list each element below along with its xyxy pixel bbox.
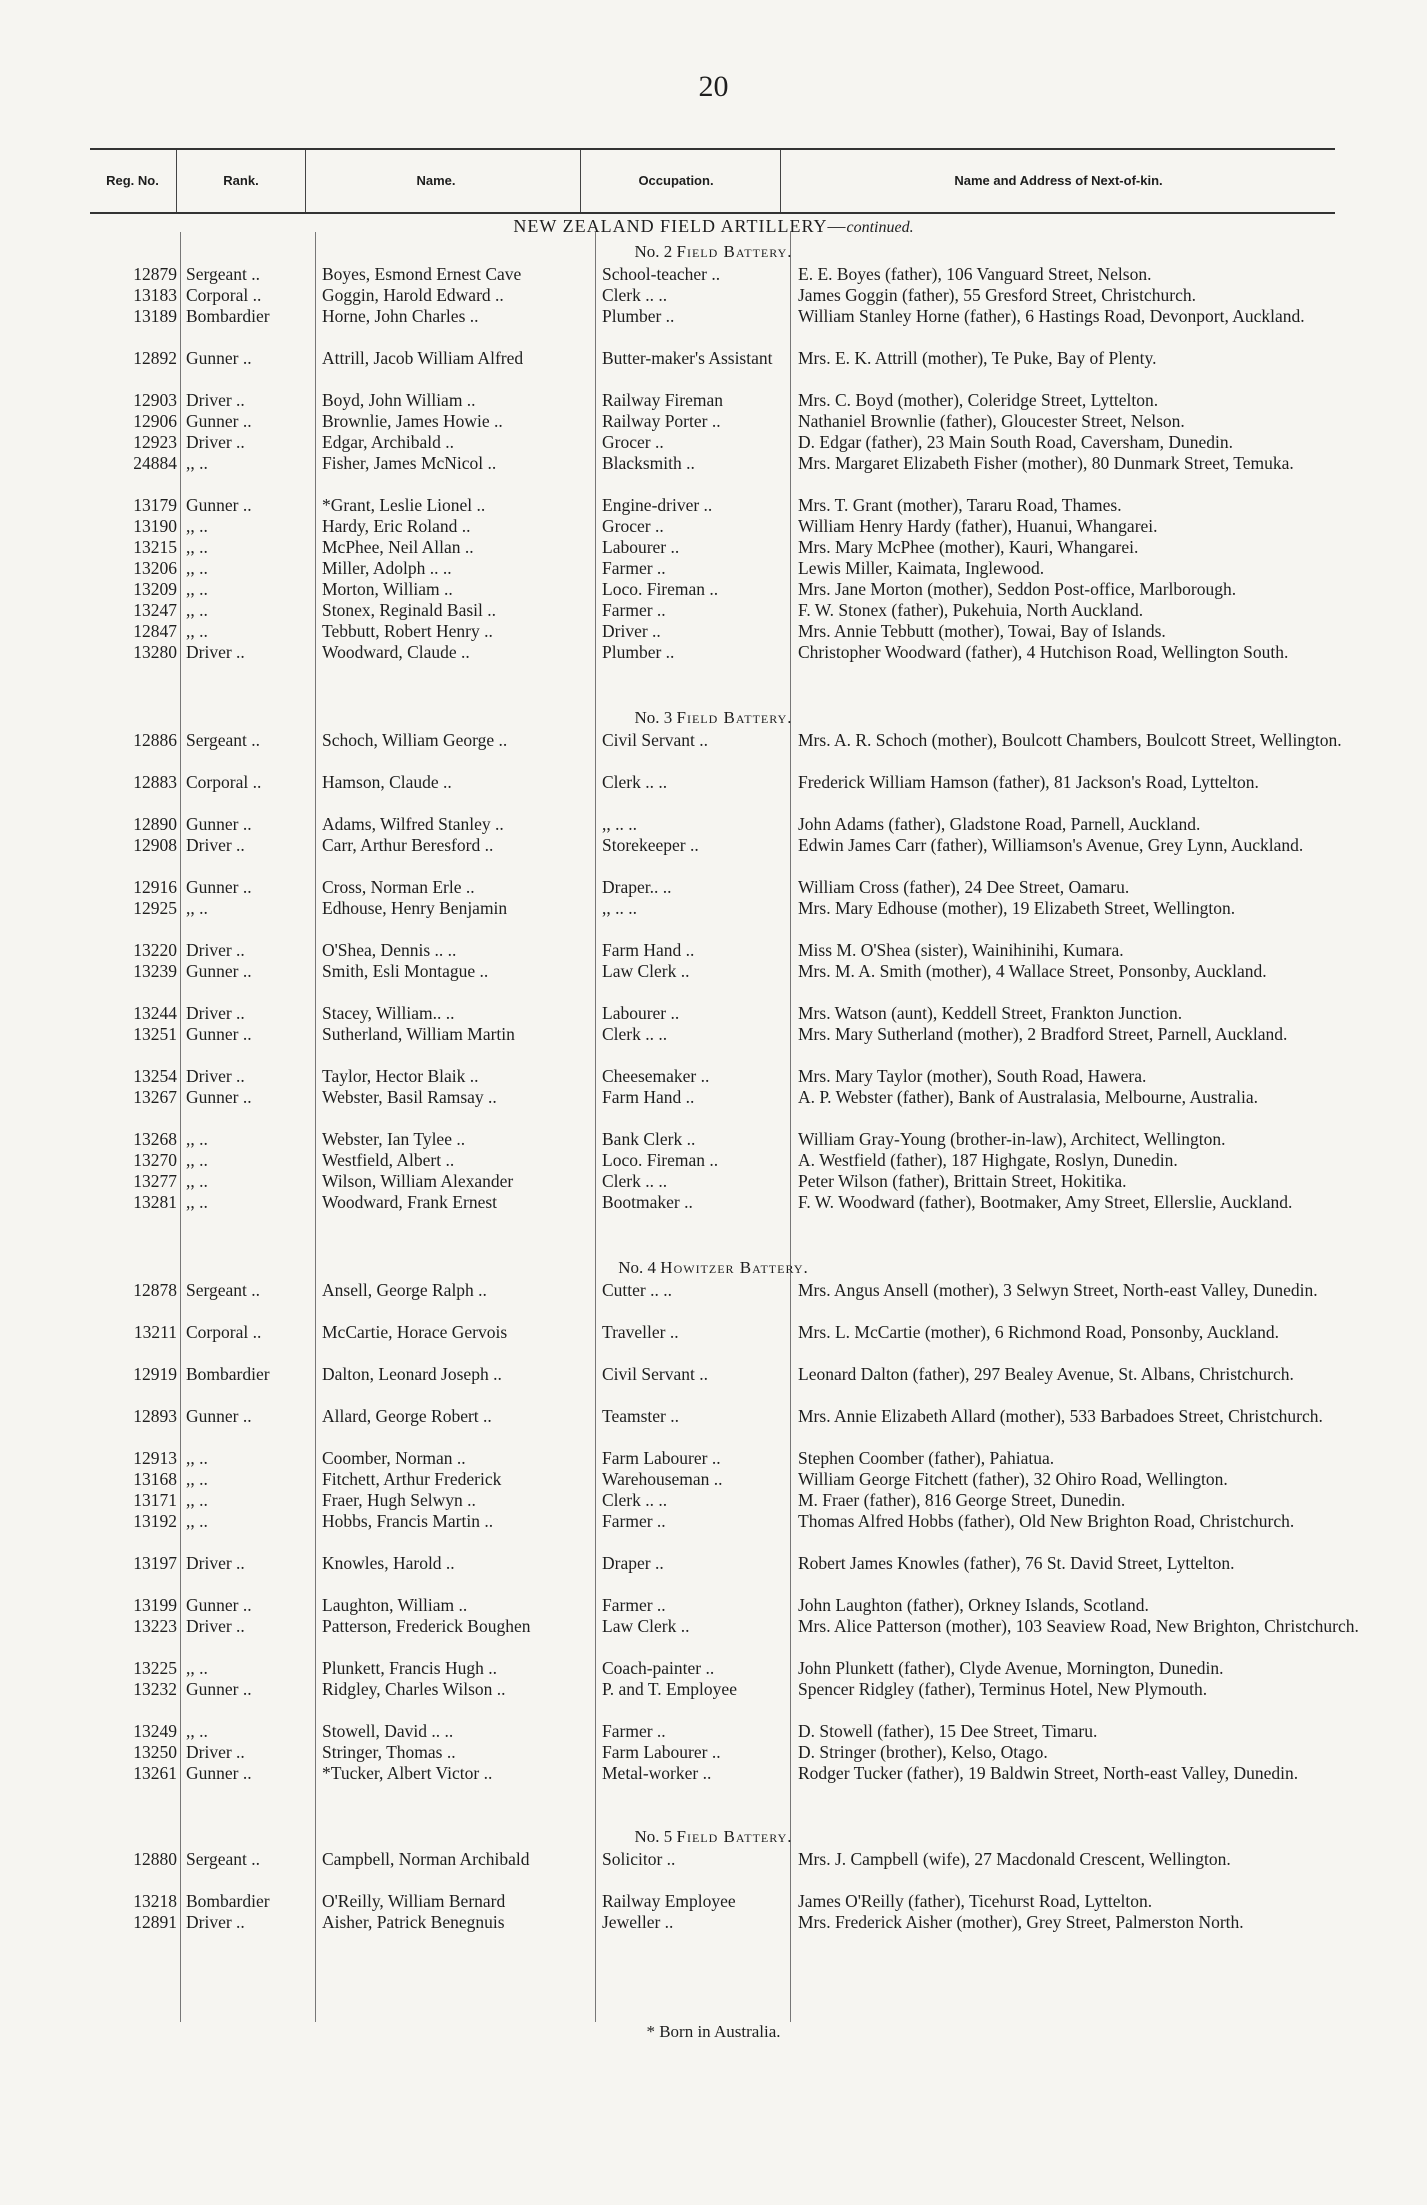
rank-cell: Corporal .. [186, 772, 262, 792]
next-of-kin-cell: Mrs. Mary McPhee (mother), Kauri, Whangarei. [798, 537, 1139, 557]
rank-cell: Driver .. [186, 1742, 245, 1762]
occupation-cell: Bank Clerk .. [602, 1129, 696, 1149]
name-cell: Goggin, Harold Edward .. [322, 285, 504, 305]
next-of-kin-cell: William George Fitchett (father), 32 Ohiro Road, Wellington. [798, 1469, 1228, 1489]
next-of-kin-cell: Mrs. M. A. Smith (mother), 4 Wallace Street, Ponsonby, Auckland. [798, 961, 1267, 981]
section-title-text: NEW ZEALAND FIELD ARTILLERY— [513, 216, 847, 236]
name-cell: Patterson, Frederick Boughen [322, 1616, 531, 1636]
name-cell: Campbell, Norman Archibald [322, 1849, 530, 1869]
next-of-kin-cell: Mrs. Annie Tebbutt (mother), Towai, Bay of Islands. [798, 621, 1166, 641]
reg-no-cell: 13251 [133, 1024, 177, 1044]
rank-cell: Bombardier [186, 1364, 270, 1384]
occupation-cell: Labourer .. [602, 1003, 680, 1023]
next-of-kin-cell: Mrs. E. K. Attrill (mother), Te Puke, Bay of Plenty. [798, 348, 1157, 368]
occupation-cell: Farm Labourer .. [602, 1448, 721, 1468]
next-of-kin-cell: William Cross (father), 24 Dee Street, Oamaru. [798, 877, 1130, 897]
battery-name: Howitzer Battery. [660, 1258, 809, 1277]
next-of-kin-cell: F. W. Woodward (father), Bootmaker, Amy Street, Ellerslie, Auckland. [798, 1192, 1293, 1212]
name-cell: McCartie, Horace Gervois [322, 1322, 508, 1342]
next-of-kin-cell: John Adams (father), Gladstone Road, Parnell, Auckland. [798, 814, 1201, 834]
next-of-kin-cell: Robert James Knowles (father), 76 St. David Street, Lyttelton. [798, 1553, 1235, 1573]
column-divider [180, 232, 181, 2022]
rank-cell: Gunner .. [186, 348, 252, 368]
rank-cell: Sergeant .. [186, 1280, 261, 1300]
occupation-cell: Plumber .. [602, 642, 675, 662]
occupation-cell: Plumber .. [602, 306, 675, 326]
next-of-kin-cell: Mrs. Mary Sutherland (mother), 2 Bradford Street, Parnell, Auckland. [798, 1024, 1288, 1044]
rank-cell: ,, .. [186, 1448, 208, 1468]
reg-no-cell: 13206 [133, 558, 177, 578]
occupation-cell: Farmer .. [602, 1721, 666, 1741]
header-rank: Rank. [176, 150, 305, 212]
rank-cell: Driver .. [186, 642, 245, 662]
name-cell: Schoch, William George .. [322, 730, 508, 750]
name-cell: McPhee, Neil Allan .. [322, 537, 474, 557]
reg-no-cell: 24884 [133, 453, 177, 473]
name-cell: Stringer, Thomas .. [322, 1742, 456, 1762]
next-of-kin-cell: Mrs. J. Campbell (wife), 27 Macdonald Crescent, Wellington. [798, 1849, 1231, 1869]
battery-heading [0, 708, 1427, 728]
occupation-cell: Clerk .. .. [602, 1024, 668, 1044]
name-cell: Coomber, Norman .. [322, 1448, 466, 1468]
occupation-cell: Grocer .. [602, 516, 664, 536]
name-cell: Webster, Basil Ramsay .. [322, 1087, 497, 1107]
next-of-kin-cell: Lewis Miller, Kaimata, Inglewood. [798, 558, 1045, 578]
rank-cell: ,, .. [186, 453, 208, 473]
reg-no-cell: 12878 [133, 1280, 177, 1300]
name-cell: *Grant, Leslie Lionel .. [322, 495, 486, 515]
rank-cell: ,, .. [186, 621, 208, 641]
occupation-cell: Metal-worker .. [602, 1763, 712, 1783]
battery-name: Field Battery. [676, 1827, 793, 1846]
next-of-kin-cell: James O'Reilly (father), Ticehurst Road, Lyttelton. [798, 1891, 1153, 1911]
occupation-cell: Driver .. [602, 621, 661, 641]
occupation-cell: Draper.. .. [602, 877, 672, 897]
next-of-kin-cell: Rodger Tucker (father), 19 Baldwin Street, North-east Valley, Dunedin. [798, 1763, 1299, 1783]
occupation-cell: Farm Labourer .. [602, 1742, 721, 1762]
section-title-suffix: continued. [846, 219, 914, 236]
header-name: Name. [305, 150, 566, 212]
occupation-cell: Clerk .. .. [602, 772, 668, 792]
rank-cell: ,, .. [186, 898, 208, 918]
rank-cell: Sergeant .. [186, 1849, 261, 1869]
next-of-kin-cell: John Laughton (father), Orkney Islands, Scotland. [798, 1595, 1149, 1615]
rank-cell: Driver .. [186, 1003, 245, 1023]
next-of-kin-cell: Mrs. Frederick Aisher (mother), Grey Street, Palmerston North. [798, 1912, 1244, 1932]
rank-cell: ,, .. [186, 1171, 208, 1191]
occupation-cell: P. and T. Employee [602, 1679, 737, 1699]
occupation-cell: Clerk .. .. [602, 1490, 668, 1510]
battery-number: No. 2 [634, 242, 677, 261]
reg-no-cell: 13280 [133, 642, 177, 662]
reg-no-cell: 12886 [133, 730, 177, 750]
occupation-cell: Blacksmith .. [602, 453, 695, 473]
next-of-kin-cell: Mrs. Mary Edhouse (mother), 19 Elizabeth Street, Wellington. [798, 898, 1236, 918]
rank-cell: ,, .. [186, 579, 208, 599]
battery-heading [0, 242, 1427, 262]
next-of-kin-cell: Mrs. L. McCartie (mother), 6 Richmond Road, Ponsonby, Auckland. [798, 1322, 1280, 1342]
next-of-kin-cell: Edwin James Carr (father), Williamson's Avenue, Grey Lynn, Auckland. [798, 835, 1304, 855]
occupation-cell: Solicitor .. [602, 1849, 676, 1869]
reg-no-cell: 13247 [133, 600, 177, 620]
next-of-kin-cell: Mrs. C. Boyd (mother), Coleridge Street, Lyttelton. [798, 390, 1159, 410]
rank-cell: ,, .. [186, 1192, 208, 1212]
occupation-cell: Cheesemaker .. [602, 1066, 710, 1086]
name-cell: Wilson, William Alexander [322, 1171, 514, 1191]
name-cell: Edgar, Archibald .. [322, 432, 454, 452]
reg-no-cell: 12908 [133, 835, 177, 855]
next-of-kin-cell: Mrs. Jane Morton (mother), Seddon Post-office, Marlborough. [798, 579, 1237, 599]
reg-no-cell: 13211 [133, 1322, 177, 1342]
next-of-kin-cell: William Stanley Horne (father), 6 Hastings Road, Devonport, Auckland. [798, 306, 1305, 326]
rank-cell: Driver .. [186, 1553, 245, 1573]
name-cell: Stonex, Reginald Basil .. [322, 600, 497, 620]
reg-no-cell: 13171 [133, 1490, 177, 1510]
rank-cell: Driver .. [186, 1616, 245, 1636]
reg-no-cell: 12883 [133, 772, 177, 792]
occupation-cell: Clerk .. .. [602, 1171, 668, 1191]
name-cell: Stowell, David .. .. [322, 1721, 454, 1741]
name-cell: Woodward, Claude .. [322, 642, 470, 662]
name-cell: Taylor, Hector Blaik .. [322, 1066, 479, 1086]
name-cell: Westfield, Albert .. [322, 1150, 455, 1170]
next-of-kin-cell: Mrs. A. R. Schoch (mother), Boulcott Chambers, Boulcott Street, Wellington. [798, 730, 1342, 750]
table-header [90, 148, 1335, 214]
occupation-cell: Engine-driver .. [602, 495, 713, 515]
rank-cell: Gunner .. [186, 877, 252, 897]
next-of-kin-cell: Thomas Alfred Hobbs (father), Old New Brighton Road, Christchurch. [798, 1511, 1295, 1531]
reg-no-cell: 13189 [133, 306, 177, 326]
reg-no-cell: 12891 [133, 1912, 177, 1932]
name-cell: Laughton, William .. [322, 1595, 468, 1615]
rank-cell: Gunner .. [186, 411, 252, 431]
rank-cell: Gunner .. [186, 495, 252, 515]
battery-name: Field Battery. [676, 708, 793, 727]
next-of-kin-cell: D. Edgar (father), 23 Main South Road, Caversham, Dunedin. [798, 432, 1233, 452]
reg-no-cell: 13215 [133, 537, 177, 557]
occupation-cell: Clerk .. .. [602, 285, 668, 305]
rank-cell: ,, .. [186, 1150, 208, 1170]
reg-no-cell: 13254 [133, 1066, 177, 1086]
reg-no-cell: 12916 [133, 877, 177, 897]
reg-no-cell: 13249 [133, 1721, 177, 1741]
battery-number: No. 4 [618, 1258, 661, 1277]
name-cell: Attrill, Jacob William Alfred [322, 348, 524, 368]
reg-no-cell: 13190 [133, 516, 177, 536]
occupation-cell: Law Clerk .. [602, 961, 690, 981]
next-of-kin-cell: A. P. Webster (father), Bank of Australasia, Melbourne, Australia. [798, 1087, 1258, 1107]
next-of-kin-cell: James Goggin (father), 55 Gresford Street, Christchurch. [798, 285, 1197, 305]
next-of-kin-cell: F. W. Stonex (father), Pukehuia, North Auckland. [798, 600, 1144, 620]
rank-cell: Driver .. [186, 1912, 245, 1932]
rank-cell: Driver .. [186, 940, 245, 960]
occupation-cell: Farm Hand .. [602, 1087, 695, 1107]
reg-no-cell: 12880 [133, 1849, 177, 1869]
occupation-cell: Railway Employee [602, 1891, 736, 1911]
occupation-cell: Butter-maker's Assistant [602, 348, 773, 368]
name-cell: Ansell, George Ralph .. [322, 1280, 487, 1300]
rank-cell: ,, .. [186, 1490, 208, 1510]
rank-cell: Gunner .. [186, 1595, 252, 1615]
reg-no-cell: 13199 [133, 1595, 177, 1615]
reg-no-cell: 13277 [133, 1171, 177, 1191]
occupation-cell: Farmer .. [602, 1595, 666, 1615]
section-title [0, 216, 1427, 237]
occupation-cell: Farmer .. [602, 600, 666, 620]
header-reg-no: Reg. No. [106, 173, 159, 188]
reg-no-cell: 13168 [133, 1469, 177, 1489]
name-cell: Brownlie, James Howie .. [322, 411, 503, 431]
next-of-kin-cell: Stephen Coomber (father), Pahiatua. [798, 1448, 1055, 1468]
next-of-kin-cell: A. Westfield (father), 187 Highgate, Roslyn, Dunedin. [798, 1150, 1178, 1170]
reg-no-cell: 12925 [133, 898, 177, 918]
reg-no-cell: 13244 [133, 1003, 177, 1023]
battery-name: Field Battery. [676, 242, 793, 261]
rank-cell: ,, .. [186, 600, 208, 620]
next-of-kin-cell: William Henry Hardy (father), Huanui, Whangarei. [798, 516, 1158, 536]
occupation-cell: ,, .. .. [602, 814, 637, 834]
next-of-kin-cell: Nathaniel Brownlie (father), Gloucester Street, Nelson. [798, 411, 1185, 431]
reg-no-cell: 13268 [133, 1129, 177, 1149]
rank-cell: Gunner .. [186, 1024, 252, 1044]
occupation-cell: Bootmaker .. [602, 1192, 693, 1212]
footnote: * Born in Australia. [646, 2022, 781, 2041]
rank-cell: ,, .. [186, 1658, 208, 1678]
occupation-cell: Storekeeper .. [602, 835, 699, 855]
name-cell: O'Reilly, William Bernard [322, 1891, 506, 1911]
name-cell: Knowles, Harold .. [322, 1553, 455, 1573]
rank-cell: Bombardier [186, 306, 270, 326]
occupation-cell: Draper .. [602, 1553, 664, 1573]
occupation-cell: Civil Servant .. [602, 730, 708, 750]
occupation-cell: School-teacher .. [602, 264, 721, 284]
reg-no-cell: 13179 [133, 495, 177, 515]
reg-no-cell: 13220 [133, 940, 177, 960]
name-cell: Edhouse, Henry Benjamin [322, 898, 508, 918]
reg-no-cell: 13223 [133, 1616, 177, 1636]
rank-cell: Gunner .. [186, 1087, 252, 1107]
rank-cell: ,, .. [186, 1721, 208, 1741]
name-cell: Morton, William .. [322, 579, 453, 599]
rank-cell: Sergeant .. [186, 264, 261, 284]
occupation-cell: Teamster .. [602, 1406, 680, 1426]
rank-cell: Corporal .. [186, 1322, 262, 1342]
reg-no-cell: 13281 [133, 1192, 177, 1212]
occupation-cell: Law Clerk .. [602, 1616, 690, 1636]
battery-number: No. 3 [634, 708, 677, 727]
next-of-kin-cell: Mrs. Alice Patterson (mother), 103 Seaview Road, New Brighton, Christchurch. [798, 1616, 1359, 1636]
next-of-kin-cell: Mrs. Annie Elizabeth Allard (mother), 533 Barbadoes Street, Christchurch. [798, 1406, 1323, 1426]
occupation-cell: Railway Porter .. [602, 411, 721, 431]
reg-no-cell: 13267 [133, 1087, 177, 1107]
next-of-kin-cell: Mrs. Margaret Elizabeth Fisher (mother), 80 Dunmark Street, Temuka. [798, 453, 1294, 473]
name-cell: Sutherland, William Martin [322, 1024, 515, 1044]
column-divider [315, 232, 316, 2022]
reg-no-cell: 12919 [133, 1364, 177, 1384]
reg-no-cell: 12923 [133, 432, 177, 452]
occupation-cell: Loco. Fireman .. [602, 579, 719, 599]
occupation-cell: Jeweller .. [602, 1912, 674, 1932]
next-of-kin-cell: Leonard Dalton (father), 297 Bealey Avenue, St. Albans, Christchurch. [798, 1364, 1294, 1384]
rank-cell: ,, .. [186, 1129, 208, 1149]
rank-cell: Gunner .. [186, 1763, 252, 1783]
rank-cell: ,, .. [186, 516, 208, 536]
name-cell: Stacey, William.. .. [322, 1003, 455, 1023]
name-cell: Fitchett, Arthur Frederick [322, 1469, 502, 1489]
column-divider [790, 232, 791, 2022]
next-of-kin-cell: Spencer Ridgley (father), Terminus Hotel, New Plymouth. [798, 1679, 1208, 1699]
reg-no-cell: 12847 [133, 621, 177, 641]
reg-no-cell: 13225 [133, 1658, 177, 1678]
battery-heading [0, 1258, 1427, 1278]
name-cell: Boyd, John William .. [322, 390, 476, 410]
occupation-cell: Coach-painter .. [602, 1658, 715, 1678]
header-occupation: Occupation. [580, 150, 771, 212]
reg-no-cell: 13261 [133, 1763, 177, 1783]
next-of-kin-cell: Miss M. O'Shea (sister), Wainihinihi, Kumara. [798, 940, 1124, 960]
next-of-kin-cell: M. Fraer (father), 816 George Street, Dunedin. [798, 1490, 1126, 1510]
rank-cell: Sergeant .. [186, 730, 261, 750]
name-cell: Fraer, Hugh Selwyn .. [322, 1490, 476, 1510]
reg-no-cell: 13192 [133, 1511, 177, 1531]
next-of-kin-cell: William Gray-Young (brother-in-law), Architect, Wellington. [798, 1129, 1226, 1149]
occupation-cell: Warehouseman .. [602, 1469, 723, 1489]
rank-cell: ,, .. [186, 1511, 208, 1531]
rank-cell: Corporal .. [186, 285, 262, 305]
occupation-cell: Farmer .. [602, 1511, 666, 1531]
battery-heading [0, 1827, 1427, 1847]
name-cell: Dalton, Leonard Joseph .. [322, 1364, 502, 1384]
name-cell: Boyes, Esmond Ernest Cave [322, 264, 522, 284]
reg-no-cell: 12903 [133, 390, 177, 410]
occupation-cell: Traveller .. [602, 1322, 679, 1342]
name-cell: Woodward, Frank Ernest [322, 1192, 498, 1212]
occupation-cell: ,, .. .. [602, 898, 637, 918]
rank-cell: Bombardier [186, 1891, 270, 1911]
reg-no-cell: 13232 [133, 1679, 177, 1699]
reg-no-cell: 12879 [133, 264, 177, 284]
next-of-kin-cell: Mrs. T. Grant (mother), Tararu Road, Thames. [798, 495, 1122, 515]
rank-cell: ,, .. [186, 1469, 208, 1489]
occupation-cell: Labourer .. [602, 537, 680, 557]
reg-no-cell: 12906 [133, 411, 177, 431]
name-cell: Horne, John Charles .. [322, 306, 479, 326]
reg-no-cell: 12913 [133, 1448, 177, 1468]
battery-number: No. 5 [634, 1827, 677, 1846]
occupation-cell: Grocer .. [602, 432, 664, 452]
occupation-cell: Cutter .. .. [602, 1280, 672, 1300]
next-of-kin-cell: Mrs. Mary Taylor (mother), South Road, Hawera. [798, 1066, 1147, 1086]
rank-cell: Gunner .. [186, 1679, 252, 1699]
rank-cell: Gunner .. [186, 1406, 252, 1426]
rank-cell: Driver .. [186, 1066, 245, 1086]
next-of-kin-cell: Peter Wilson (father), Brittain Street, Hokitika. [798, 1171, 1127, 1191]
name-cell: Hobbs, Francis Martin .. [322, 1511, 494, 1531]
next-of-kin-cell: E. E. Boyes (father), 106 Vanguard Street, Nelson. [798, 264, 1152, 284]
occupation-cell: Railway Fireman [602, 390, 724, 410]
header-next-of-kin: Name and Address of Next-of-kin. [780, 150, 1336, 212]
name-cell: *Tucker, Albert Victor .. [322, 1763, 493, 1783]
rank-cell: ,, .. [186, 537, 208, 557]
rank-cell: Driver .. [186, 390, 245, 410]
page-number: 20 [698, 70, 729, 103]
name-cell: Allard, George Robert .. [322, 1406, 492, 1426]
reg-no-cell: 12893 [133, 1406, 177, 1426]
name-cell: Adams, Wilfred Stanley .. [322, 814, 504, 834]
occupation-cell: Loco. Fireman .. [602, 1150, 719, 1170]
name-cell: Miller, Adolph .. .. [322, 558, 452, 578]
occupation-cell: Farmer .. [602, 558, 666, 578]
reg-no-cell: 13239 [133, 961, 177, 981]
name-cell: Aisher, Patrick Benegnuis [322, 1912, 505, 1932]
reg-no-cell: 13250 [133, 1742, 177, 1762]
next-of-kin-cell: Mrs. Angus Ansell (mother), 3 Selwyn Street, North-east Valley, Dunedin. [798, 1280, 1318, 1300]
name-cell: Cross, Norman Erle .. [322, 877, 475, 897]
name-cell: Ridgley, Charles Wilson .. [322, 1679, 506, 1699]
name-cell: Webster, Ian Tylee .. [322, 1129, 466, 1149]
reg-no-cell: 12890 [133, 814, 177, 834]
next-of-kin-cell: D. Stowell (father), 15 Dee Street, Timaru. [798, 1721, 1098, 1741]
next-of-kin-cell: John Plunkett (father), Clyde Avenue, Mornington, Dunedin. [798, 1658, 1224, 1678]
next-of-kin-cell: Christopher Woodward (father), 4 Hutchison Road, Wellington South. [798, 642, 1289, 662]
rank-cell: Driver .. [186, 835, 245, 855]
reg-no-cell: 13183 [133, 285, 177, 305]
rank-cell: Gunner .. [186, 814, 252, 834]
name-cell: Carr, Arthur Beresford .. [322, 835, 494, 855]
reg-no-cell: 13270 [133, 1150, 177, 1170]
name-cell: Hamson, Claude .. [322, 772, 452, 792]
name-cell: O'Shea, Dennis .. .. [322, 940, 457, 960]
name-cell: Smith, Esli Montague .. [322, 961, 489, 981]
reg-no-cell: 13218 [133, 1891, 177, 1911]
rank-cell: ,, .. [186, 558, 208, 578]
name-cell: Fisher, James McNicol .. [322, 453, 497, 473]
reg-no-cell: 12892 [133, 348, 177, 368]
next-of-kin-cell: Frederick William Hamson (father), 81 Jackson's Road, Lyttelton. [798, 772, 1259, 792]
name-cell: Tebbutt, Robert Henry .. [322, 621, 493, 641]
rank-cell: Gunner .. [186, 961, 252, 981]
column-divider [595, 232, 596, 2022]
reg-no-cell: 13197 [133, 1553, 177, 1573]
name-cell: Hardy, Eric Roland .. [322, 516, 471, 536]
reg-no-cell: 13209 [133, 579, 177, 599]
occupation-cell: Farm Hand .. [602, 940, 695, 960]
occupation-cell: Civil Servant .. [602, 1364, 708, 1384]
next-of-kin-cell: Mrs. Watson (aunt), Keddell Street, Frankton Junction. [798, 1003, 1183, 1023]
next-of-kin-cell: D. Stringer (brother), Kelso, Otago. [798, 1742, 1048, 1762]
name-cell: Plunkett, Francis Hugh .. [322, 1658, 497, 1678]
rank-cell: Driver .. [186, 432, 245, 452]
